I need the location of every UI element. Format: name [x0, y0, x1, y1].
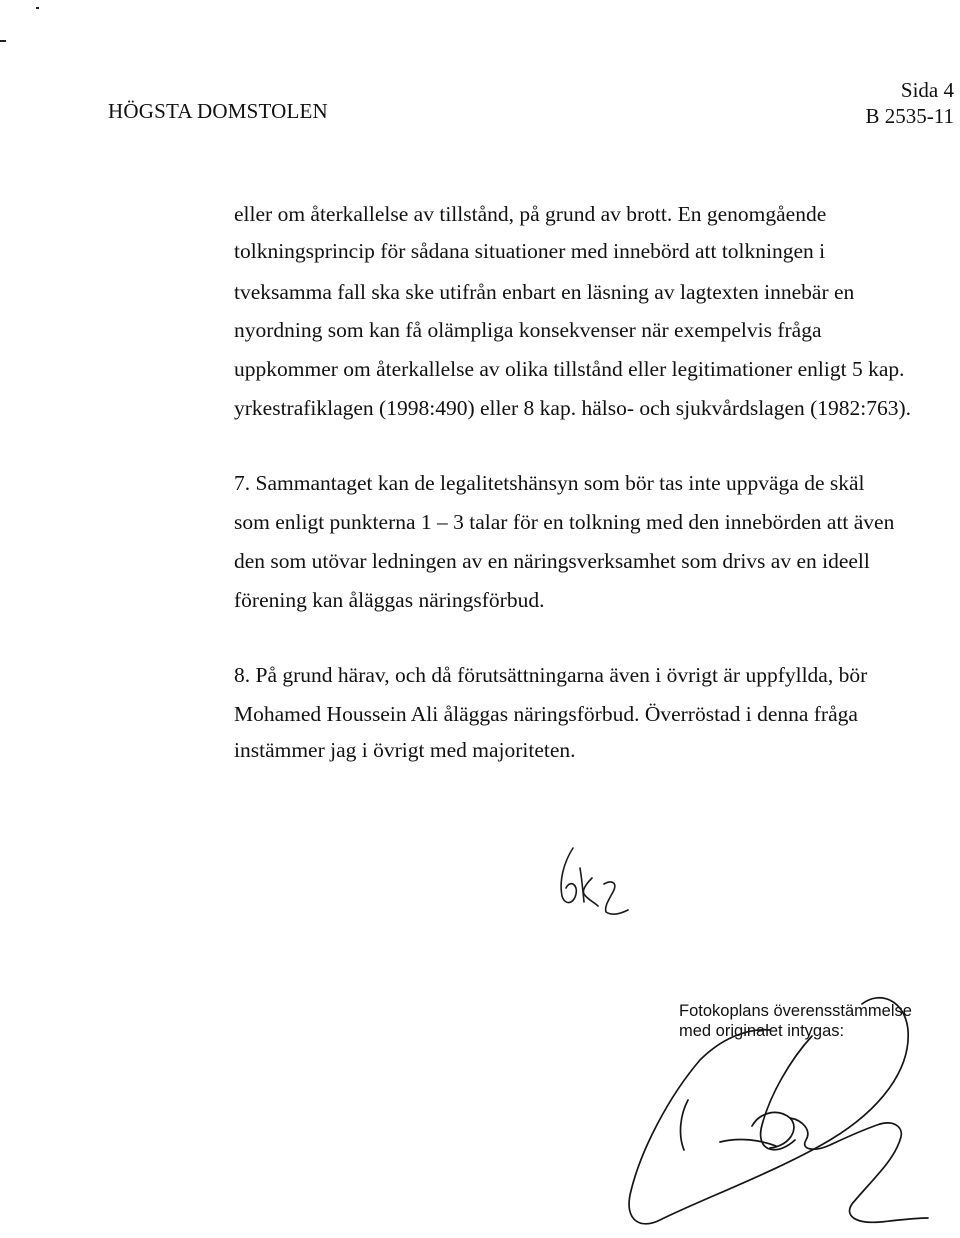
court-name: HÖGSTA DOMSTOLEN — [108, 99, 328, 123]
paragraph-8-line: 8. På grund härav, och då förutsättningarna även i övrigt är uppfyllda, bör — [234, 663, 868, 687]
scan-speck — [36, 7, 39, 9]
text-line: förening kan åläggas näringsförbud. — [234, 588, 545, 612]
case-number: B 2535-11 — [865, 104, 954, 128]
paragraph-7-line: 7. Sammantaget kan de legalitetshänsyn som bör tas inte uppväga de skäl — [234, 471, 865, 495]
certification-stamp-line2: med originalet intygas: — [679, 1022, 845, 1040]
certification-stamp-line1: Fotokoplans överensstämmelse — [679, 1002, 912, 1020]
page-header-right — [866, 77, 954, 129]
text-line: instämmer jag i övrigt med majoriteten. — [234, 738, 576, 762]
text-line: yrkestrafiklagen (1998:490) eller 8 kap. hälso- och sjukvårdslagen (1982:763). — [234, 396, 912, 420]
scan-speck — [0, 40, 6, 42]
text-line: eller om återkallelse av tillstånd, på grund av brott. En genomgående — [234, 202, 827, 226]
text-line: nyordning som kan få olämpliga konsekvenser när exempelvis fråga — [234, 318, 822, 342]
initials-signature — [561, 848, 628, 914]
text-line: Mohamed Houssein Ali åläggas näringsförbud. Överröstad i denna fråga — [234, 702, 858, 726]
page-number: Sida 4 — [900, 78, 954, 102]
text-line: uppkommer om återkallelse av olika tillstånd eller legitimationer enligt 5 kap. — [234, 357, 905, 381]
text-line: tveksamma fall ska ske utifrån enbart en läsning av lagtexten innebär en — [234, 280, 855, 304]
text-line: tolkningsprincip för sådana situationer med innebörd att tolkningen i — [234, 239, 826, 263]
text-line: den som utövar ledningen av en näringsverksamhet som drivs av en ideell — [234, 549, 870, 573]
text-line: som enligt punkterna 1 – 3 talar för en tolkning med den innebörden att även — [234, 510, 895, 534]
